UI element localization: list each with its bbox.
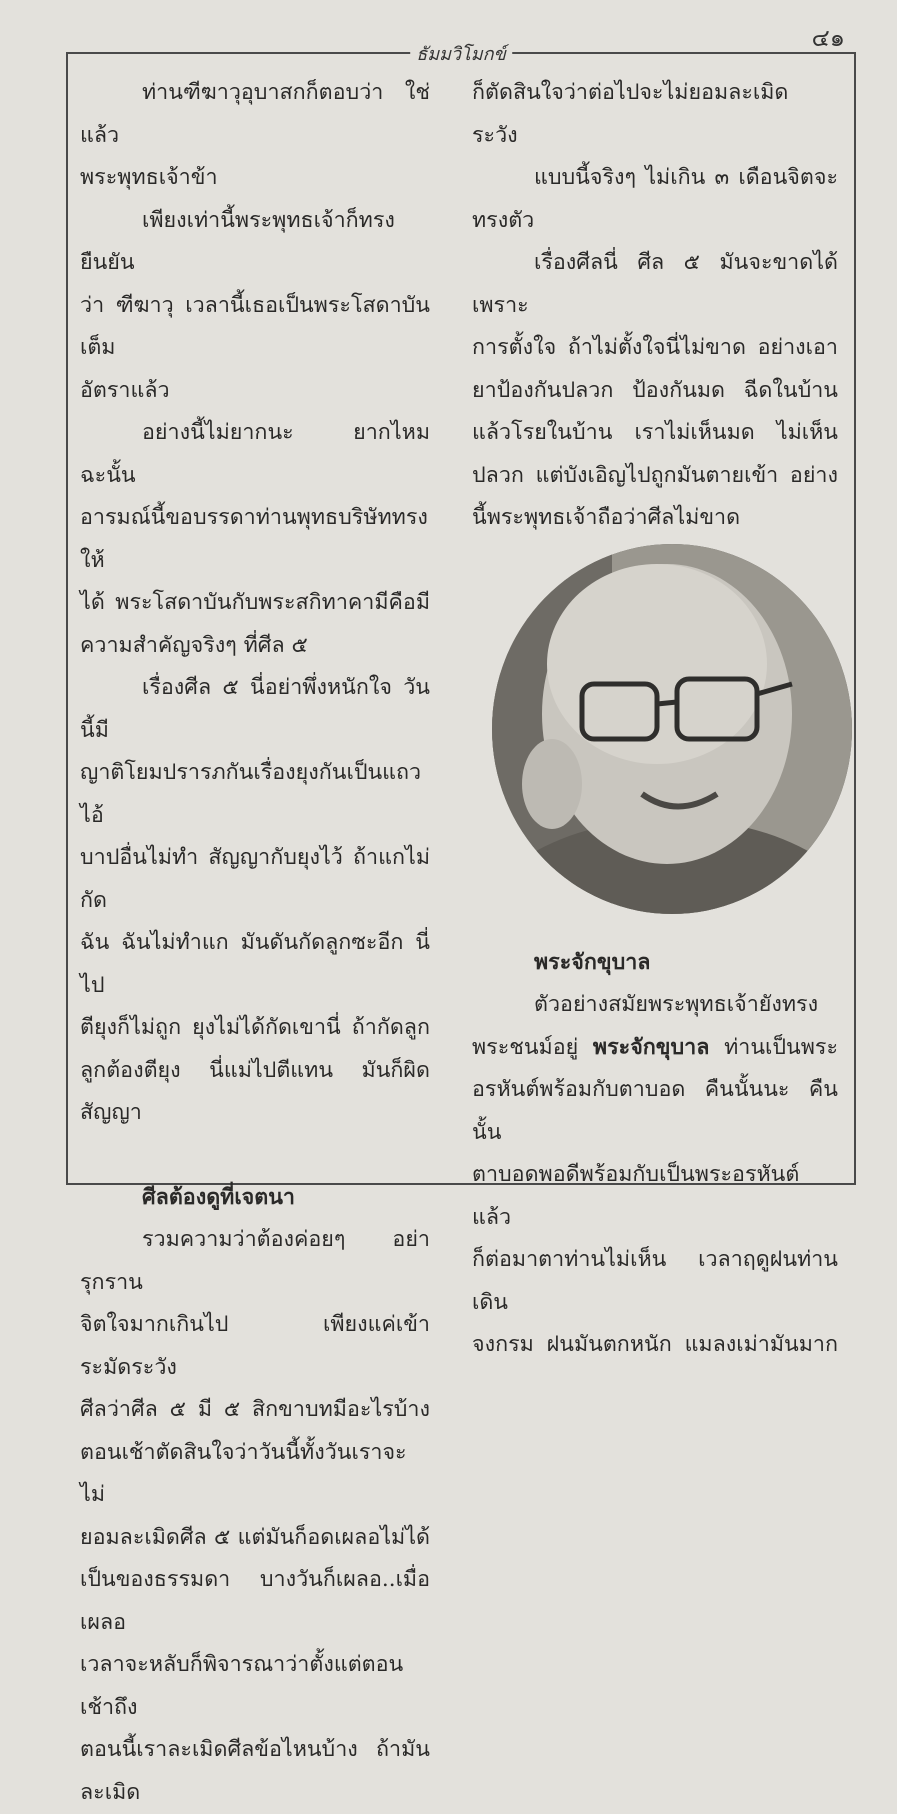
- paragraph-line: ว่า ฑีฆาวุ เวลานี้เธอเป็นพระโสดาบันเต็ม: [80, 292, 430, 360]
- paragraph-line: ศีลว่าศีล ๕ มี ๕ สิกขาบทมีอะไรบ้าง: [80, 1397, 430, 1422]
- page-frame: [66, 44, 856, 1805]
- bold-name: พระจักขุบาล: [592, 1034, 710, 1060]
- portrait-photo-area: [472, 544, 838, 934]
- header-title: ธัมมวิโมกข์: [410, 39, 512, 68]
- paragraph-line: ยอมละเมิดศีล ๕ แต่มันก็อดเผลอไม่ได้: [80, 1524, 430, 1550]
- paragraph-line: จงกรม ฝนมันตกหนัก แมลงเม่ามันมาก: [472, 1332, 838, 1357]
- monk-portrait-photo: [492, 544, 852, 914]
- paragraph-line: อย่างนี้ไม่ยากนะ ยากไหม ฉะนั้น: [80, 420, 430, 488]
- paragraph-line: ก็ตัดสินใจว่าต่อไปจะไม่ยอมละเมิด ระวัง: [472, 80, 789, 148]
- paragraph-line: ยาป้องกันปลวก ป้องกันมด ฉีดในบ้าน: [472, 377, 838, 403]
- paragraph-line: การตั้งใจ ถ้าไม่ตั้งใจนี่ไม่ขาด อย่างเอา: [472, 335, 838, 360]
- paragraph-line: อัตราแล้ว: [80, 377, 170, 403]
- left-column: [80, 72, 430, 1814]
- section-subheading: พระจักขุบาล: [534, 949, 651, 975]
- right-column: [472, 72, 838, 1367]
- paragraph-line: พระพุทธเจ้าข้า: [80, 165, 218, 190]
- portrait-illustration: [492, 544, 852, 914]
- paragraph-line: ฉัน ฉันไม่ทำแก มันดันกัดลูกซะอีก นี่ไป: [80, 930, 430, 998]
- paragraph-line: นี้พระพุทธเจ้าถือว่าศีลไม่ขาด: [472, 505, 741, 530]
- paragraph-line: ท่านฑีฆาวุอุบาสกก็ตอบว่า ใช่แล้ว: [80, 80, 430, 148]
- paragraph-line: เพียงเท่านี้พระพุทธเจ้าก็ทรงยืนยัน: [80, 207, 395, 275]
- paragraph-line: ลูกต้องตียุง นี่แม่ไปตีแทน มันก็ผิดสัญญา: [80, 1057, 430, 1125]
- paragraph-line: เรื่องศีล ๕ นี่อย่าพึ่งหนักใจ วันนี้มี: [80, 675, 430, 743]
- paragraph-line: เป็นของธรรมดา บางวันก็เผลอ..เมื่อเผลอ: [80, 1567, 430, 1635]
- paragraph-line: ปลวก แต่บังเอิญไปถูกมันตายเข้า อย่าง: [472, 462, 838, 488]
- paragraph-line: รวมความว่าต้องค่อยๆ อย่ารุกราน: [80, 1227, 430, 1295]
- paragraph-line: ญาติโยมปรารภกันเรื่องยุงกันเป็นแถว ไอ้: [80, 760, 422, 828]
- paragraph-line: บาปอื่นไม่ทำ สัญญากับยุงไว้ ถ้าแกไม่กัด: [80, 845, 430, 913]
- paragraph-line: จิตใจมากเกินไป เพียงแค่เข้าระมัดระวัง: [80, 1312, 430, 1380]
- paragraph-line: แล้วโรยในบ้าน เราไม่เห็นมด ไม่เห็น: [472, 420, 838, 445]
- paragraph-line: ตอนเช้าตัดสินใจว่าวันนี้ทั้งวันเราจะไม่: [80, 1439, 407, 1507]
- paragraph-line: [472, 1027, 838, 1070]
- paragraph-line: เวลาจะหลับก็พิจารณาว่าตั้งแต่ตอนเช้าถึง: [80, 1652, 404, 1720]
- paragraph-line: เรื่องศีลนี่ ศีล ๕ มันจะขาดได้เพราะ: [472, 250, 838, 318]
- section-subheading: ศีลต้องดูที่เจตนา: [142, 1184, 296, 1210]
- paragraph-line: อรหันต์พร้อมกับตาบอด คืนนั้นนะ คืนนั้น: [472, 1077, 838, 1145]
- paragraph-line: ก็ต่อมาตาท่านไม่เห็น เวลาฤดูฝนท่านเดิน: [472, 1247, 838, 1315]
- paragraph-line: แบบนี้จริงๆ ไม่เกิน ๓ เดือนจิตจะทรงตัว: [472, 165, 838, 233]
- page-number: ๔๑: [811, 24, 845, 52]
- paragraph-line: ตอนนี้เราละเมิดศีลข้อไหนบ้าง ถ้ามันละเมิด: [80, 1737, 430, 1805]
- paragraph-line: ความสำคัญจริงๆ ที่ศีล ๕: [80, 632, 308, 658]
- paragraph-line: ได้ พระโสดาบันกับพระสกิทาคามีคือมี: [80, 590, 430, 615]
- paragraph-line: ตัวอย่างสมัยพระพุทธเจ้ายังทรง: [534, 992, 819, 1017]
- text-fragment: พระชนม์อยู่: [472, 1034, 593, 1060]
- paragraph-line: ตาบอดพอดีพร้อมกับเป็นพระอรหันต์ แล้ว: [472, 1162, 800, 1230]
- paragraph-line: อารมณ์นี้ขอบรรดาท่านพุทธบริษัททรงให้: [80, 505, 428, 573]
- text-fragment: ท่านเป็นพระ: [709, 1034, 838, 1060]
- paragraph-line: ตียุงก็ไม่ถูก ยุงไม่ได้กัดเขานี่ ถ้ากัดลูก: [80, 1015, 430, 1040]
